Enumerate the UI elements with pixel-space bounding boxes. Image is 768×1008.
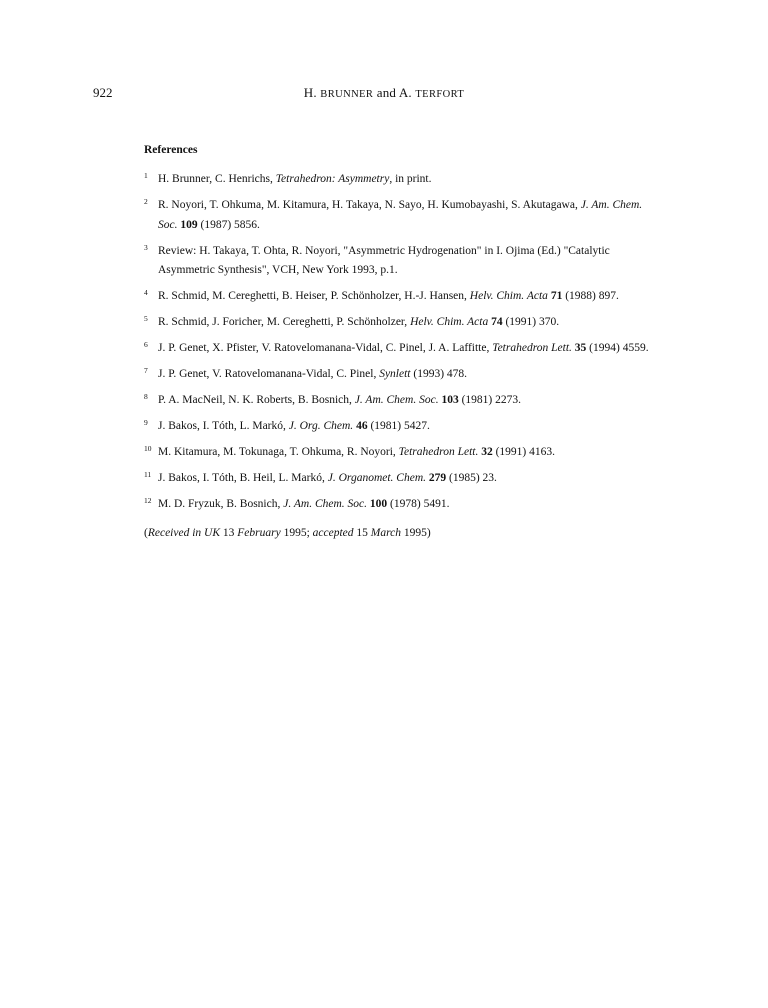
reference-item [144, 495, 664, 515]
page-number: 922 [93, 85, 113, 100]
reference-number: 3 [144, 242, 148, 252]
received-note [144, 527, 431, 539]
reference-fragment: P. A. MacNeil, N. K. Roberts, B. Bosnich, [158, 394, 355, 406]
reference-number: 10 [144, 444, 152, 453]
reference-fragment: , in print. [389, 173, 432, 185]
reference-number: 5 [144, 314, 148, 323]
reference-volume: 32 [481, 446, 493, 458]
reference-text [158, 420, 430, 432]
reference-text [158, 446, 555, 458]
reference-fragment: J. Bakos, I. Tóth, L. Markó, [158, 420, 289, 432]
reference-fragment: (1981) 2273. [458, 394, 521, 406]
reference-journal: Helv. Chim. Acta [469, 290, 548, 302]
conjunction: and [373, 85, 399, 100]
reference-number: 7 [144, 366, 148, 375]
reference-number: 4 [144, 288, 148, 297]
reference-volume: 46 [356, 420, 368, 432]
reference-list [144, 170, 664, 521]
reference-item [144, 391, 664, 411]
received-open-paren: ( [144, 527, 148, 539]
reference-volume: 35 [574, 342, 587, 354]
reference-fragment: (1991) 370. [502, 316, 560, 328]
reference-volume: 103 [441, 394, 459, 406]
reference-fragment: (1981) 5427. [367, 420, 430, 432]
reference-text [158, 394, 521, 406]
reference-journal: J. Organomet. Chem. [327, 472, 427, 484]
reference-number: 6 [144, 340, 148, 349]
reference-fragment: (1985) 23. [446, 472, 497, 484]
reference-item [144, 339, 664, 359]
reference-fragment: (1993) 478. [410, 368, 468, 380]
reference-text [158, 316, 559, 328]
reference-item [144, 287, 664, 307]
reference-number: 12 [144, 496, 152, 505]
reference-fragment: (1994) 4559. [586, 342, 649, 354]
author2-initial: A. [398, 85, 416, 100]
reference-journal: Tetrahedron Lett. [398, 446, 479, 458]
reference-volume: 74 [491, 316, 503, 328]
reference-item [144, 417, 664, 437]
reference-item [144, 469, 664, 489]
reference-volume: 100 [369, 498, 388, 510]
reference-text [158, 342, 649, 354]
reference-fragment: R. Noyori, T. Ohkuma, M. Kitamura, H. Takaya, N. Sayo, H. Kumobayashi, S. Akutagawa, [158, 199, 581, 211]
reference-journal: Tetrahedron Lett. [492, 342, 572, 354]
reference-journal: Tetrahedron: Asymmetry [275, 173, 390, 185]
reference-text [158, 498, 449, 510]
reference-item [144, 170, 664, 190]
reference-fragment: (1978) 5491. [387, 498, 450, 510]
reference-fragment: (1987) 5856. [197, 218, 260, 231]
reference-number: 9 [144, 418, 148, 427]
reference-number: 2 [144, 197, 148, 206]
received-day: 13 [220, 527, 238, 539]
author2-surname: TERFORT [415, 89, 465, 100]
reference-item [144, 313, 664, 333]
received-month: February [237, 527, 281, 539]
reference-text [158, 472, 497, 484]
accepted-month: March [370, 527, 402, 539]
received-label: Received in UK [147, 527, 221, 539]
reference-item [144, 196, 664, 235]
reference-journal: Synlett [379, 368, 411, 380]
reference-item [144, 365, 664, 385]
reference-volume: 71 [550, 290, 563, 302]
references-heading: References [144, 144, 198, 156]
reference-volume: 109 [180, 218, 198, 231]
reference-number: 8 [144, 392, 148, 401]
reference-text [158, 290, 619, 302]
accepted-year: 1995) [401, 527, 431, 539]
received-year: 1995; [280, 527, 313, 539]
reference-text [158, 245, 610, 277]
reference-fragment: Review: H. Takaya, T. Ohta, R. Noyori, "Asymmetric Hydrogenation" in I. Ojima (Ed.) "Catalytic Asymmetric Synthesis", VCH, New York 1993, p.1. [158, 244, 610, 276]
reference-fragment: J. Bakos, I. Tóth, B. Heil, L. Markó, [158, 472, 328, 484]
reference-fragment: (1991) 4163. [492, 446, 556, 458]
running-head [0, 85, 768, 101]
reference-fragment: R. Schmid, M. Cereghetti, B. Heiser, P. Schönholzer, H.-J. Hansen, [158, 290, 470, 302]
reference-fragment: (1988) 897. [562, 290, 619, 302]
reference-journal: Helv. Chim. Acta [410, 316, 489, 328]
reference-text [158, 173, 432, 185]
reference-number: 11 [144, 470, 152, 479]
author1-surname: BRUNNER [320, 89, 374, 100]
accepted-label: accepted [312, 527, 354, 539]
reference-journal: J. Org. Chem. [288, 420, 354, 432]
reference-journal: J. Am. Chem. Soc. [354, 394, 439, 406]
reference-journal: J. Am. Chem. Soc. [158, 199, 643, 231]
author1-initial: H. [303, 85, 321, 100]
reference-volume: 279 [428, 472, 447, 484]
reference-text [158, 199, 642, 231]
accepted-day: 15 [353, 527, 371, 539]
reference-fragment: M. D. Fryzuk, B. Bosnich, [158, 498, 284, 510]
reference-fragment: J. P. Genet, V. Ratovelomanana-Vidal, C. Pinel, [158, 368, 380, 380]
reference-text [158, 368, 467, 380]
reference-fragment: H. Brunner, C. Henrichs, [158, 173, 276, 185]
reference-item [144, 242, 664, 281]
reference-journal: J. Am. Chem. Soc. [283, 498, 368, 510]
reference-fragment: J. P. Genet, X. Pfister, V. Ratovelomanana-Vidal, C. Pinel, J. A. Laffitte, [158, 342, 493, 354]
reference-fragment: R. Schmid, J. Foricher, M. Cereghetti, P. Schönholzer, [158, 316, 411, 328]
reference-fragment: M. Kitamura, M. Tokunaga, T. Ohkuma, R. Noyori, [158, 446, 399, 458]
reference-item [144, 443, 664, 463]
reference-number: 1 [144, 171, 148, 180]
